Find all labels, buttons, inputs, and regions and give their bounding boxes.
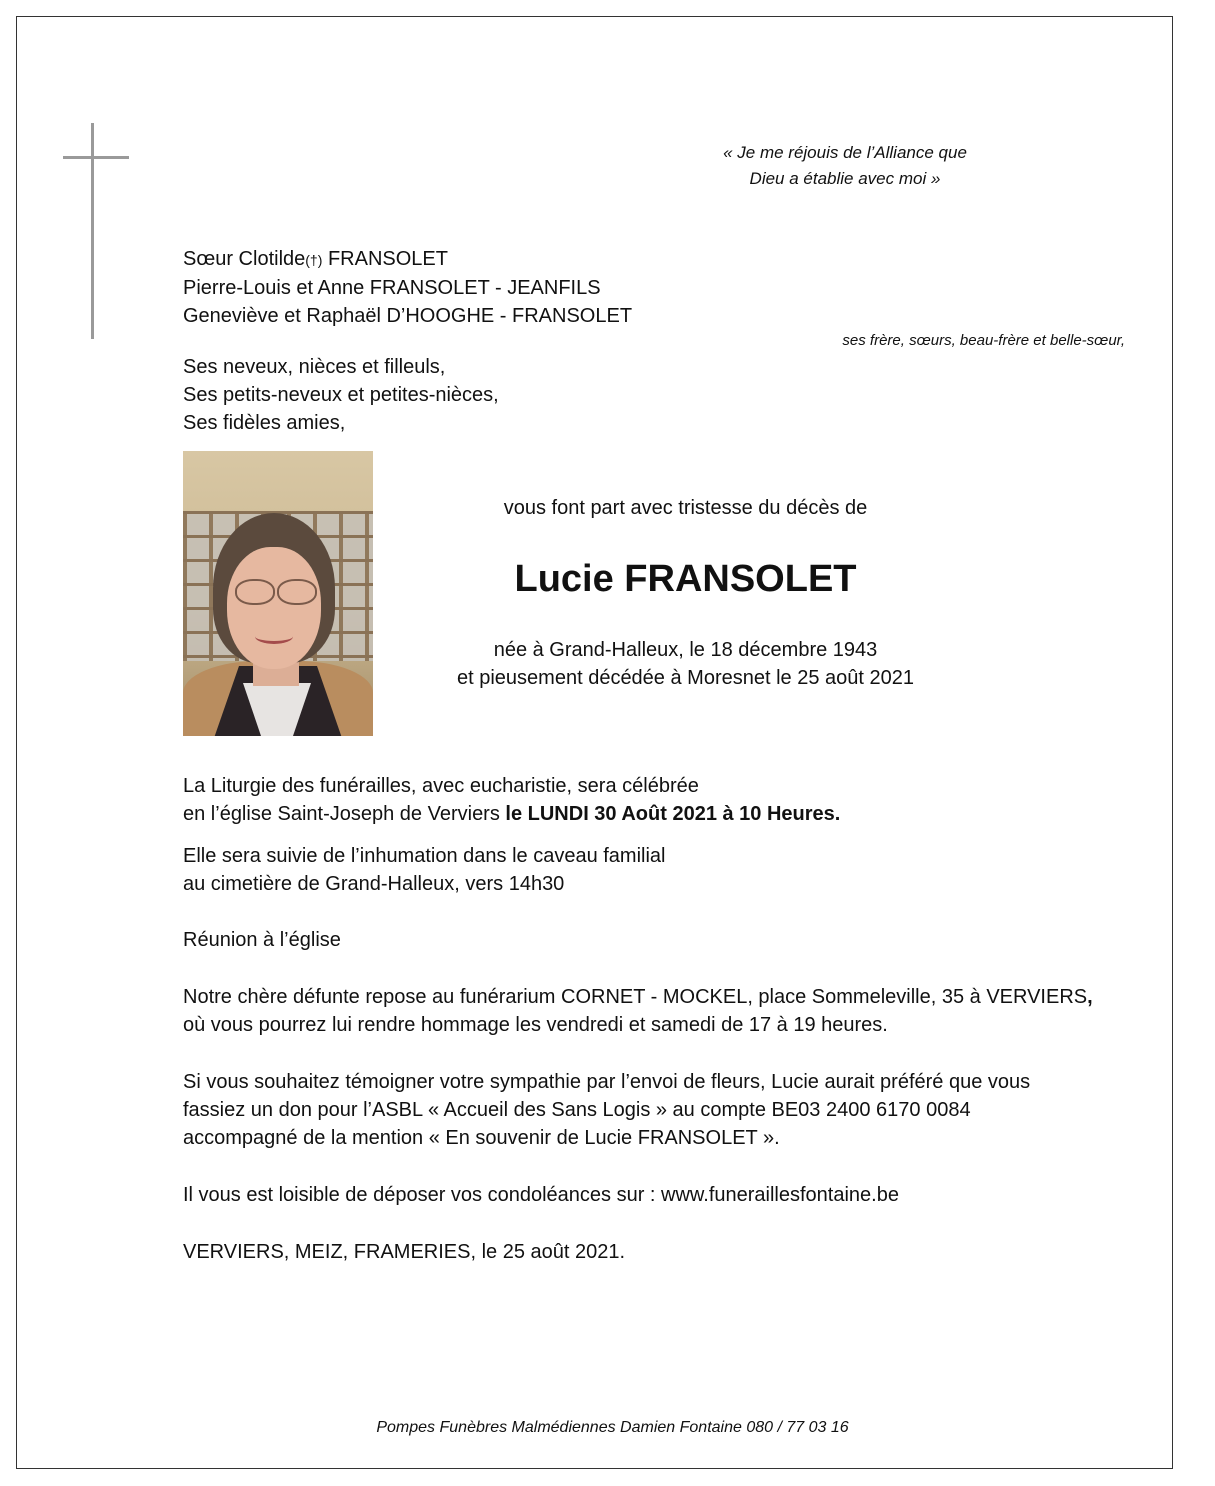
burial-info: Elle sera suivie de l’inhumation dans le caveau familial au cimetière de Grand-Halleux, vers 14h30: [183, 845, 666, 895]
liturgy-date: le LUNDI 30 Août 2021 à 10 Heures.: [505, 803, 841, 825]
family-relation: ses frère, sœurs, beau-frère et belle-sœur,: [842, 332, 1125, 349]
family-brother: Pierre-Louis et Anne FRANSOLET - JEANFILS: [183, 277, 601, 299]
liturgy-info: La Liturgie des funérailles, avec eucharistie, sera célébrée en l’église Saint-Joseph de Verviers le LUNDI 30 Août 2021 à 10 Heures.: [183, 775, 841, 825]
deceased-photo: [183, 451, 373, 736]
birth-line: née à Grand-Halleux, le 18 décembre 1943: [493, 639, 878, 661]
announcement: vous font part avec tristesse du décès de: [503, 497, 868, 519]
birth-death-dates: [383, 636, 988, 692]
condolences-info: Il vous est loisible de déposer vos condoléances sur : www.funeraillesfontaine.be: [183, 1184, 899, 1206]
funeral-home-footer: Pompes Funèbres Malmédiennes Damien Fontaine 080 / 77 03 16: [376, 1419, 849, 1436]
bible-quote: « Je me réjouis de l’Alliance que Dieu a établie avec moi »: [723, 143, 967, 188]
flowers-donation-info: Si vous souhaitez témoigner votre sympathie par l’envoi de fleurs, Lucie aurait préféré que vous fassiez un don pour l’ASBL « Accueil des Sans Logis » au compte BE03 2400 6170 0084 accompagné de la mention « En souvenir de Lucie FRANSOLET ».: [183, 1071, 1031, 1149]
family-sister-2: Geneviève et Raphaël D’HOOGHE - FRANSOLET: [183, 305, 633, 327]
family-sister: Sœur Clotilde(†) FRANSOLET: [183, 248, 448, 270]
deceased-name: Lucie FRANSOLET: [514, 558, 857, 600]
extended-family: Ses neveux, nièces et filleuls, Ses petits-neveux et petites-nièces, Ses fidèles amies,: [183, 356, 499, 434]
repose-info: Notre chère défunte repose au funérarium CORNET - MOCKEL, place Sommeleville, 35 à VERVIERS, où vous pourrez lui rendre hommage les vendredi et samedi de 17 à 19 heures.: [183, 986, 1093, 1036]
family-list: [183, 245, 632, 330]
place-date: VERVIERS, MEIZ, FRAMERIES, le 25 août 2021.: [183, 1241, 626, 1263]
death-line: et pieusement décédée à Moresnet le 25 août 2021: [457, 667, 914, 689]
meeting-info: Réunion à l’église: [183, 929, 341, 951]
